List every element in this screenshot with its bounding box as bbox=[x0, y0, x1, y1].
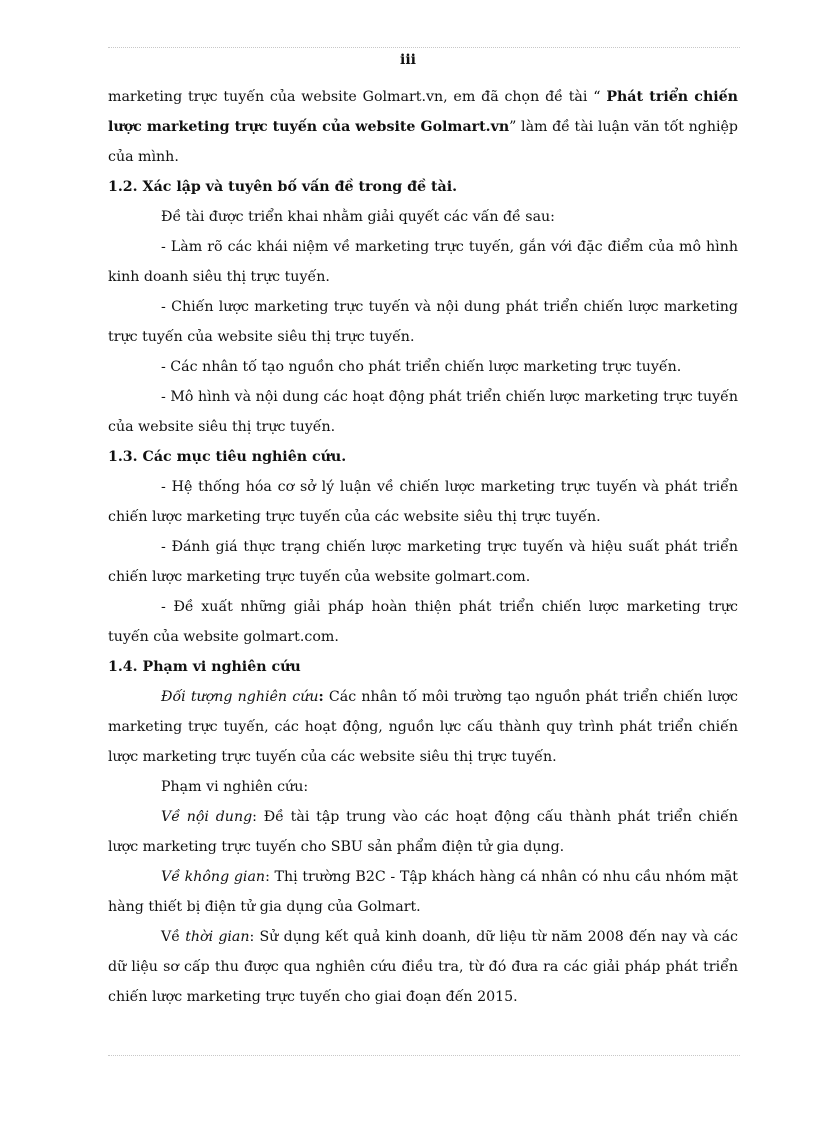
list-item: - Đề xuất những giải pháp hoàn thiện phát triển chiến lược marketing trực tuyến của website golmart.com. bbox=[108, 599, 738, 645]
scope-time-paragraph bbox=[108, 922, 738, 1012]
research-object-label: Đối tượng nghiên cứu bbox=[161, 689, 319, 705]
scope-space-text: : Thị trường B2C - Tập khách hàng cá nhân có nhu cầu nhóm mặt hàng thiết bị điện tử gia dụng của Golmart. bbox=[108, 869, 738, 915]
footer-rule bbox=[108, 1055, 740, 1056]
intro-paragraph bbox=[108, 82, 738, 172]
research-object-colon: : bbox=[318, 689, 324, 705]
list-item: - Các nhân tố tạo nguồn cho phát triển chiến lược marketing trực tuyến. bbox=[161, 359, 682, 375]
list-item: - Chiến lược marketing trực tuyến và nội dung phát triển chiến lược marketing trực tuyến của website siêu thị trực tuyến. bbox=[108, 299, 738, 345]
scope-content-paragraph bbox=[108, 802, 738, 862]
header-rule bbox=[108, 47, 740, 48]
list-item: - Làm rõ các khái niệm về marketing trực tuyến, gắn với đặc điểm của mô hình kinh doanh siêu thị trực tuyến. bbox=[108, 239, 738, 285]
section-1-2-intro: Đề tài được triển khai nhằm giải quyết các vấn đề sau: bbox=[161, 209, 555, 225]
scope-content-label: Về nội dung bbox=[161, 809, 253, 825]
intro-topic-title: Phát triển chiến lược marketing trực tuyến của website Golmart.vn bbox=[108, 89, 738, 135]
section-heading-1-3: 1.3. Các mục tiêu nghiên cứu. bbox=[108, 449, 347, 465]
scope-time-label: thời gian bbox=[185, 929, 250, 945]
page-number: iii bbox=[400, 52, 416, 68]
document-body bbox=[108, 82, 738, 1012]
intro-text-after: ” làm đề tài luận văn tốt nghiệp của mình. bbox=[108, 119, 738, 165]
section-heading-1-2: 1.2. Xác lập và tuyên bố vấn đề trong đề tài. bbox=[108, 179, 458, 195]
scope-space-paragraph bbox=[108, 862, 738, 922]
section-heading-1-4: 1.4. Phạm vi nghiên cứu bbox=[108, 659, 301, 675]
list-item: - Hệ thống hóa cơ sở lý luận về chiến lược marketing trực tuyến và phát triển chiến lược marketing trực tuyến của các website siêu thị trực tuyến. bbox=[108, 479, 738, 525]
research-object-paragraph bbox=[108, 682, 738, 772]
scope-time-prefix: Về bbox=[161, 929, 186, 945]
research-object-text: Các nhân tố môi trường tạo nguồn phát triển chiến lược marketing trực tuyến, các hoạt động, nguồn lực cấu thành quy trình phát triển chiến lược marketing trực tuyến của các website siêu thị trực tuyến. bbox=[108, 689, 738, 765]
scope-content-text: : Đề tài tập trung vào các hoạt động cấu thành phát triển chiến lược marketing trực tuyến cho SBU sản phẩm điện tử gia dụng. bbox=[108, 809, 739, 855]
list-item: - Đánh giá thực trạng chiến lược marketing trực tuyến và hiệu suất phát triển chiến lược marketing trực tuyến của website golmart.com. bbox=[108, 539, 738, 585]
list-item: - Mô hình và nội dung các hoạt động phát triển chiến lược marketing trực tuyến của website siêu thị trực tuyến. bbox=[108, 389, 738, 435]
research-scope-intro: Phạm vi nghiên cứu: bbox=[161, 779, 309, 795]
scope-time-text: : Sử dụng kết quả kinh doanh, dữ liệu từ năm 2008 đến nay và các dữ liệu sơ cấp thu được qua nghiên cứu điều tra, từ đó đưa ra các giải pháp phát triển chiến lược marketing trực tuyến cho giai đoạn đến 2015. bbox=[108, 929, 738, 1005]
intro-text-before: marketing trực tuyến của website Golmart.vn, em đã chọn đề tài “ bbox=[108, 89, 607, 105]
scope-space-label: Về không gian bbox=[161, 869, 266, 885]
